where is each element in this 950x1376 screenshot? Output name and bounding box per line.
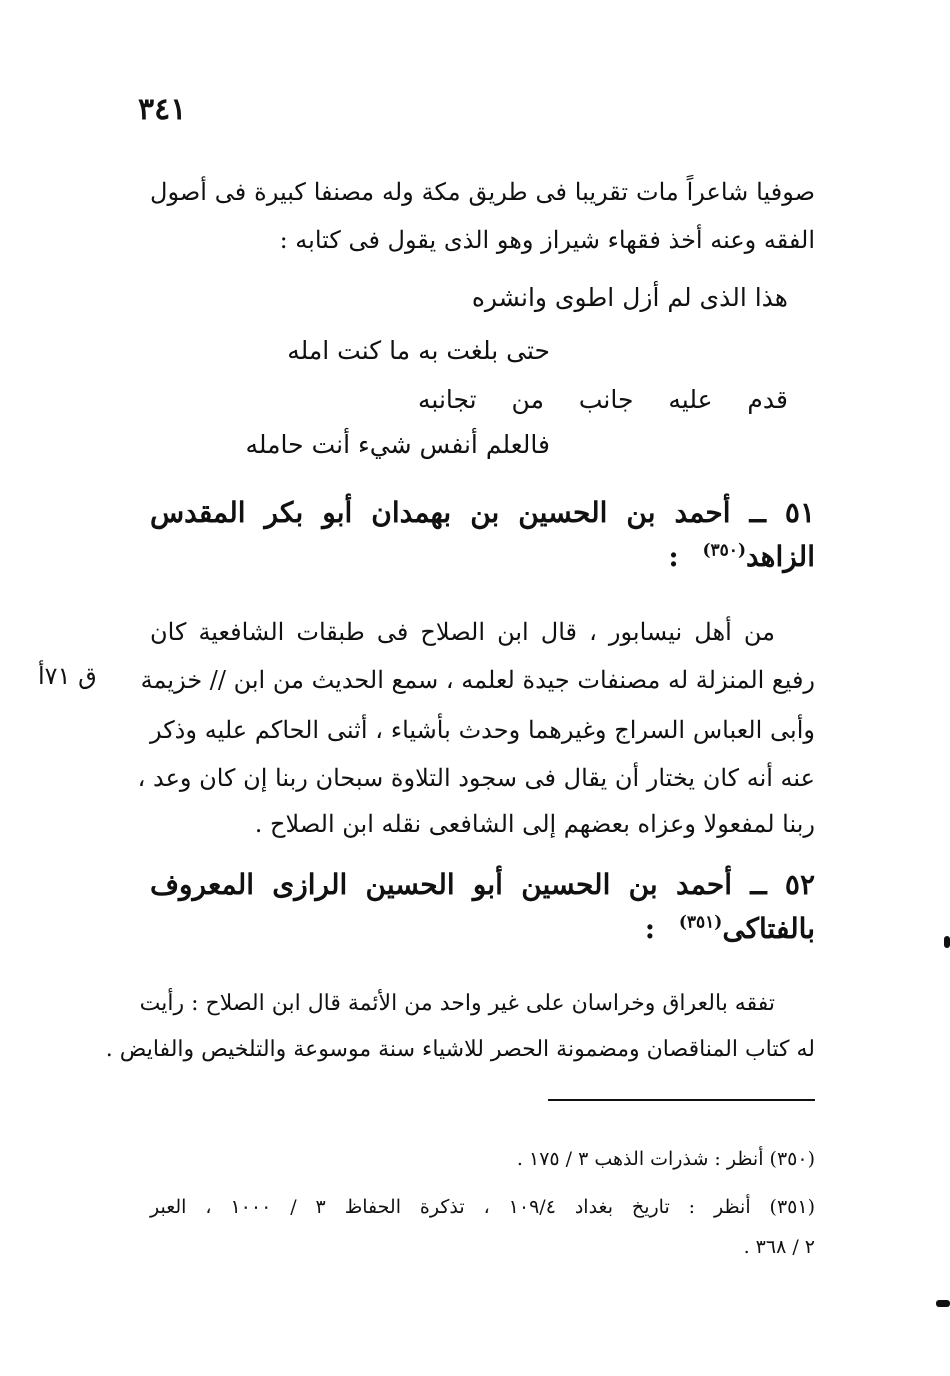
heading-colon: : [644,912,656,945]
entry-51-line-1: من أهل نيسابور ، قال ابن الصلاح فى طبقات الشافعية كان [150,618,775,646]
poem-verse-2a: قدم عليه جانب من تجانبه [418,385,788,414]
footnote-separator [548,1099,815,1101]
heading-colon: : [668,540,679,573]
footnote-350: (٣٥٠) أنظر : شذرات الذهب ٣ / ١٧٥ . [516,1148,815,1170]
footnote-ref-351: (٣٥١) [678,912,723,933]
footnote-ref-350: (٣٥٠) [702,540,746,561]
entry-51-line-3: وأبى العباس السراج وغيرهما وحدث بأشياء ، أثنى الحاكم عليه وذكر [150,716,815,744]
entry-52-line-1: تفقه بالعراق وخراسان على غير واحد من الأئمة قال ابن الصلاح : رأيت [139,991,775,1016]
entry-52-name: بالفتاكى [722,912,815,945]
scan-edge-mark [936,1300,950,1307]
page-number: ٣٤١ [138,92,187,127]
entry-51-name: الزاهد [745,540,815,573]
intro-line-1: صوفيا شاعراً مات تقريبا فى طريق مكة وله مصنفا كبيرة فى أصول [150,178,815,206]
entry-51-heading-line2 [668,540,815,573]
entry-51-heading: ٥١ ــ أحمد بن الحسين بن بهمدان أبو بكر المقدس [150,496,815,529]
poem-verse-1b: حتى بلغت به ما كنت امله [287,336,550,365]
entry-52-heading-line2 [645,912,815,945]
intro-line-2: الفقه وعنه أخذ فقهاء شيراز وهو الذى يقول فى كتابه : [279,226,815,254]
footnote-351-line-1: (٣٥١) أنظر : تاريخ بغداد ١٠٩/٤ ، تذكرة الحفاظ ٣ / ١٠٠٠ ، العبر [150,1196,816,1218]
manuscript-folio-ref: ق ٧١أ [38,662,97,690]
footnote-351-line-2: ٢ / ٣٦٨ . [743,1236,815,1258]
scan-edge-mark [944,936,950,948]
entry-52-line-2: له كتاب المناقصان ومضمونة الحصر للاشياء سنة موسوعة والتلخيص والفايض . [105,1037,815,1062]
entry-51-line-2: رفيع المنزلة له مصنفات جيدة لعلمه ، سمع الحديث من ابن // خزيمة [140,666,815,694]
entry-52-heading: ٥٢ ــ أحمد بن الحسين أبو الحسين الرازى المعروف [150,868,815,901]
entry-51-line-5: ربنا لمفعولا وعزاه بعضهم إلى الشافعى نقله ابن الصلاح . [254,810,815,838]
poem-verse-1a: هذا الذى لم أزل اطوى وانشره [471,283,788,312]
entry-51-line-4: عنه أنه كان يختار أن يقال فى سجود التلاوة سبحان ربنا إن كان وعد ، [137,764,815,792]
poem-verse-2b: فالعلم أنفس شيء أنت حامله [245,430,550,459]
